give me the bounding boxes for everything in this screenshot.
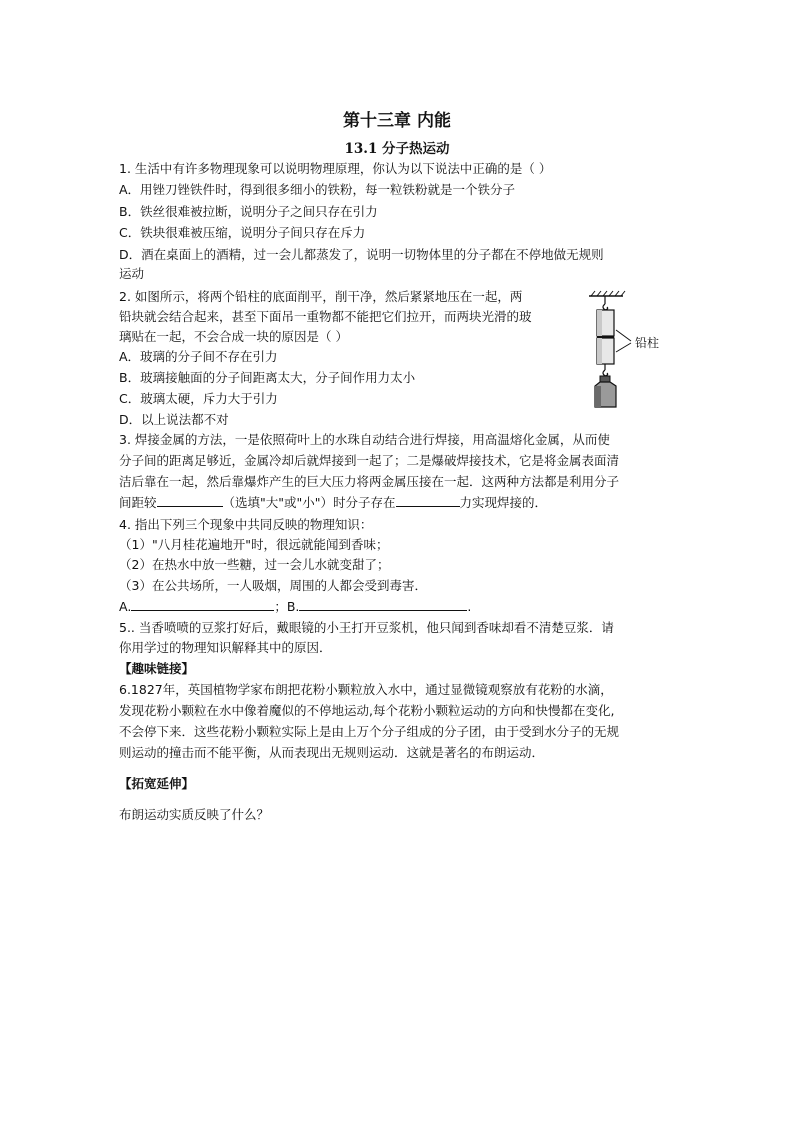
- question-3-line2: 分子间的距离足够近，金属冷却后就焊接到一起了；二是爆破焊接技术，它是将金属表面清: [119, 453, 620, 468]
- question-1-option-a: A．用锉刀锉铁件时，得到很多细小的铁粉，每一粒铁粉就是一个铁分子: [119, 182, 516, 197]
- question-1-option-d-line1: D．酒在桌面上的酒精，过一会儿都蒸发了，说明一切物体里的分子都在不停地做无规则: [119, 247, 604, 262]
- question-2-line3: 璃贴在一起，不会合成一块的原因是（ ）: [119, 329, 348, 344]
- question-2-option-d: D．以上说法都不对: [119, 412, 229, 427]
- question-6-line3: 不会停下来．这些花粉小颗粒实际上是由上万个分子组成的分子团，由于受到水分子的无规: [119, 724, 620, 739]
- question-4-stem: 4. 指出下列三个现象中共同反映的物理知识：: [119, 517, 373, 532]
- question-3-line3: 洁后靠在一起，然后靠爆炸产生的巨大压力将两金属压接在一起．这两种方法都是利用分子: [119, 474, 620, 489]
- question-4-item-2: （2）在热水中放一些糖，过一会儿水就变甜了；: [119, 557, 390, 572]
- section-title: 13.1 分子热运动: [344, 141, 450, 157]
- question-3-text-b: （选填"大"或"小"）时分子存在: [222, 495, 396, 510]
- answer-end: .: [467, 599, 472, 614]
- question-6-line1: 6.1827年，英国植物学家布朗把花粉小颗粒放入水中，通过显微镜观察放有花粉的水滴，: [119, 682, 613, 697]
- question-1-option-b: B．铁丝很难被拉断，说明分子之间只存在引力: [119, 204, 378, 219]
- question-1-option-d-line2: 运动: [119, 266, 145, 281]
- question-2-option-a: A．玻璃的分子间不存在引力: [119, 349, 278, 364]
- final-question: 布朗运动实质反映了什么？: [119, 807, 270, 822]
- answer-separator: ；B.: [274, 599, 300, 614]
- question-2-line1: 2. 如图所示，将两个铅柱的底面削平，削干净，然后紧紧地压在一起，两: [119, 289, 523, 304]
- section-fun-link: 【趣味链接】: [119, 661, 195, 676]
- section-extension: 【拓宽延伸】: [119, 776, 195, 791]
- page-title: 第十三章 内能: [343, 111, 451, 131]
- question-2-line2: 铅块就会结合起来，甚至下面吊一重物都不能把它们拉开，而两块光滑的玻: [119, 309, 532, 324]
- question-3-text-c: 力实现焊接的．: [459, 495, 548, 510]
- answer-blank-a[interactable]: [131, 598, 274, 611]
- question-4-answer-line: [119, 598, 471, 616]
- answer-blank-2[interactable]: [396, 494, 460, 507]
- question-5-line2: 你用学过的物理知识解释其中的原因．: [119, 640, 332, 655]
- question-3-line1: 3. 焊接金属的方法，一是依照荷叶上的水珠自动结合进行焊接，用高温熔化金属，从而使: [119, 432, 610, 447]
- question-4-item-3: （3）在公共场所，一人吸烟，周围的人都会受到毒害．: [119, 578, 427, 593]
- question-4-item-1: （1）"八月桂花遍地开"时，很远就能闻到香味；: [119, 537, 389, 552]
- question-1-option-c: C．铁块很难被压缩，说明分子间只存在斥力: [119, 225, 366, 240]
- question-3-line4: [119, 494, 547, 512]
- lead-cylinder-figure: [585, 286, 675, 410]
- question-3-text-a: 间距较: [119, 495, 157, 510]
- question-1-stem: 1. 生活中有许多物理现象可以说明物理原理，你认为以下说法中正确的是（ ）: [119, 161, 552, 176]
- question-2-option-c: C．玻璃太硬，斥力大于引力: [119, 391, 278, 406]
- question-6-line2: 发现花粉小颗粒在水中像着魔似的不停地运动,每个花粉小颗粒运动的方向和快慢都在变化,: [119, 703, 615, 718]
- answer-blank-b[interactable]: [299, 598, 467, 611]
- question-6-line4: 则运动的撞击而不能平衡，从而表现出无规则运动．这就是著名的布朗运动．: [119, 745, 545, 760]
- answer-a-label: A.: [119, 599, 132, 614]
- question-5-line1: 5.. 当香喷喷的豆浆打好后，戴眼镜的小王打开豆浆机，他只闻到香味却看不清楚豆浆．请: [119, 620, 614, 635]
- figure-label: 铅柱: [635, 336, 660, 350]
- answer-blank-1[interactable]: [157, 494, 223, 507]
- question-2-option-b: B．玻璃接触面的分子间距离太大，分子间作用力太小: [119, 370, 416, 385]
